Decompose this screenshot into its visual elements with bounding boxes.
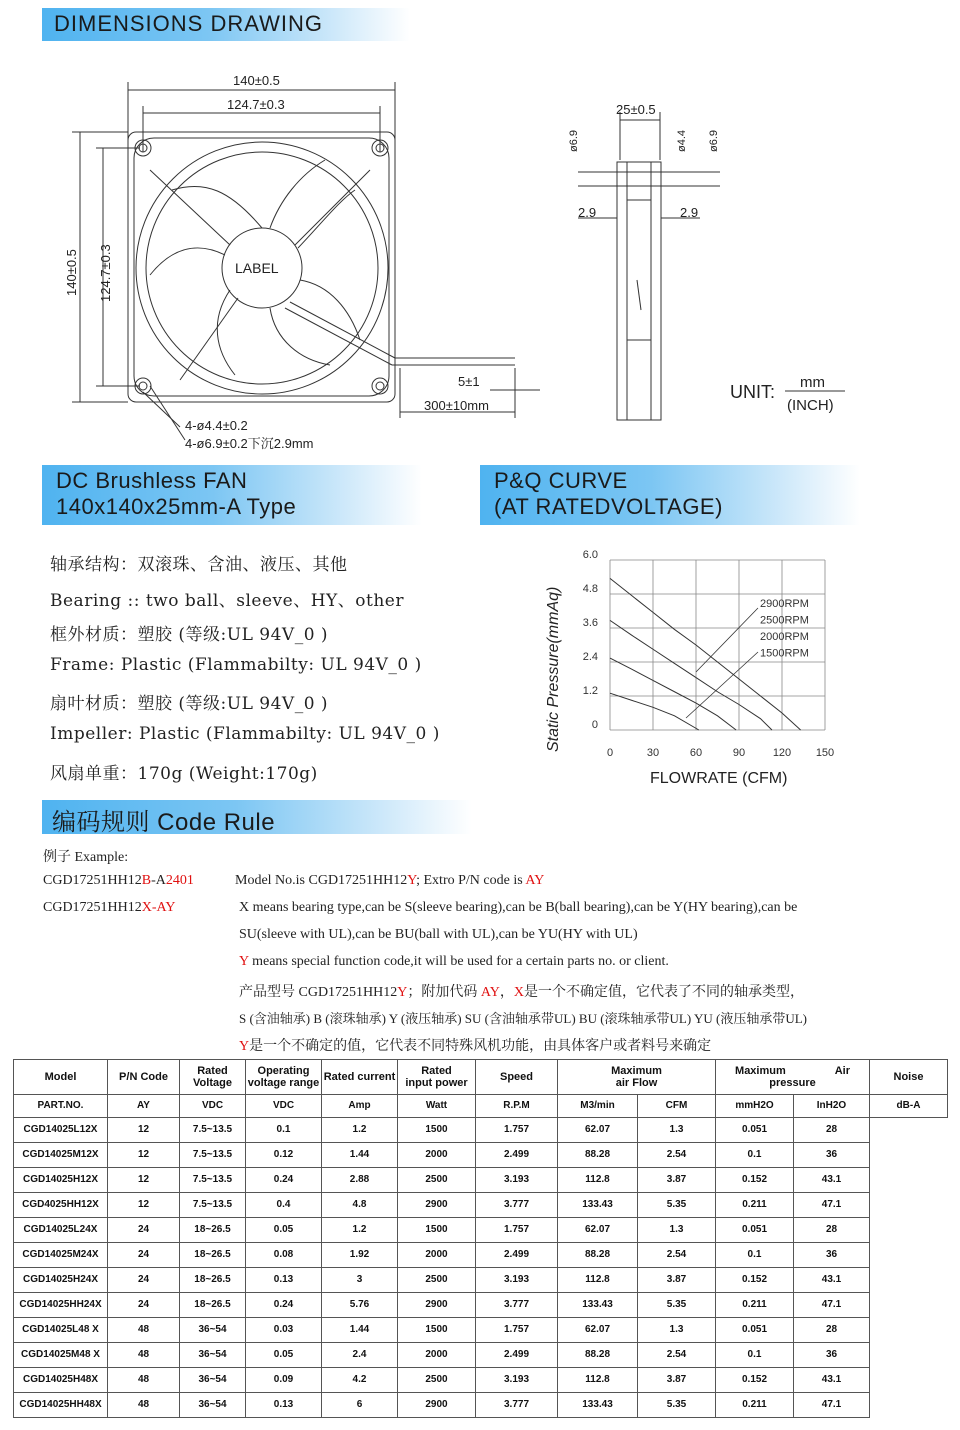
example-cn3: Y是一个不确定的值，它代表不同特殊风机功能，由具体客户或者料号来确定 xyxy=(239,1039,712,1054)
code-rule-banner xyxy=(42,800,472,834)
x-tick-label: 60 xyxy=(689,747,703,759)
value-cell: 48 xyxy=(108,1368,180,1393)
value-cell: 28 xyxy=(794,1118,870,1143)
dim-thickness: 25±0.5 xyxy=(616,102,656,117)
value-cell: 62.07 xyxy=(558,1318,638,1343)
value-cell: 62.07 xyxy=(558,1218,638,1243)
example-code2: CGD17251HH12X-AY xyxy=(43,900,176,915)
legend-pointer xyxy=(696,608,758,672)
y-tick-label: 3.6 xyxy=(582,617,598,629)
unit-label: UNIT: xyxy=(730,382,775,402)
spec-bearing-en: Bearing :: two ball、sleeve、HY、other xyxy=(50,591,404,611)
dim-outer-width: 140±0.5 xyxy=(233,73,280,88)
unit-cell: dB-A xyxy=(870,1095,948,1118)
value-cell: 3.87 xyxy=(638,1268,716,1293)
value-cell: 112.8 xyxy=(558,1368,638,1393)
value-cell: 7.5~13.5 xyxy=(180,1118,246,1143)
value-cell: 3.777 xyxy=(476,1393,558,1418)
value-cell: 2.499 xyxy=(476,1343,558,1368)
col-pn: P/N Code xyxy=(108,1060,180,1095)
x-tick-label: 30 xyxy=(646,747,660,759)
x-tick-label: 150 xyxy=(815,747,835,759)
value-cell: 7.5~13.5 xyxy=(180,1193,246,1218)
value-cell: 36~54 xyxy=(180,1393,246,1418)
model-cell: CGD4025HH12X xyxy=(14,1193,108,1218)
value-cell: 1.3 xyxy=(638,1318,716,1343)
table-row xyxy=(14,1343,948,1368)
value-cell: 2.54 xyxy=(638,1343,716,1368)
value-cell: 2900 xyxy=(398,1393,476,1418)
series-line xyxy=(610,658,736,730)
col-speed: Speed xyxy=(476,1060,558,1095)
value-cell: 1.757 xyxy=(476,1118,558,1143)
dim-side-b: 2.9 xyxy=(680,205,699,220)
value-cell: 2.499 xyxy=(476,1143,558,1168)
model-cell: CGD14025HH48X xyxy=(14,1393,108,1418)
value-cell: 112.8 xyxy=(558,1268,638,1293)
value-cell: 0.09 xyxy=(246,1368,322,1393)
value-cell: 1.44 xyxy=(322,1143,398,1168)
unit-cell: InH2O xyxy=(794,1095,870,1118)
value-cell: 0.24 xyxy=(246,1168,322,1193)
value-cell: 3.193 xyxy=(476,1168,558,1193)
value-cell: 1.757 xyxy=(476,1218,558,1243)
unit-mm: mm xyxy=(800,374,825,391)
dim-outer-height: 140±0.5 xyxy=(64,249,79,296)
value-cell: 0.13 xyxy=(246,1393,322,1418)
dim-lead: 300±10mm xyxy=(424,398,489,413)
col-operating: Operating voltage range xyxy=(246,1060,322,1095)
x-tick-label: 90 xyxy=(732,747,746,759)
value-cell: 0.05 xyxy=(246,1343,322,1368)
model-cell: CGD14025H12X xyxy=(14,1168,108,1193)
example-cn1: 产品型号 CGD17251HH12Y；附加代码 AY，X是一个不确定值，它代表了不同的轴承类型， xyxy=(239,985,804,1000)
model-cell: CGD14025M48 X xyxy=(14,1343,108,1368)
value-cell: 1.3 xyxy=(638,1218,716,1243)
example-cn2: S (含油轴承) B (滚珠轴承) Y (液压轴承) SU (含油轴承带UL) BU (滚珠轴承带UL) YU (液压轴承带UL) xyxy=(239,1011,807,1026)
value-cell: 88.28 xyxy=(558,1343,638,1368)
table-row xyxy=(14,1318,948,1343)
legend-label: 2000RPM xyxy=(760,631,809,643)
col-airflow: Maximum air Flow xyxy=(558,1060,716,1095)
example-x-desc2: SU(sleeve with UL),can be BU(ball with UL),can be YU(HY with UL) xyxy=(239,927,638,942)
value-cell: 0.08 xyxy=(246,1243,322,1268)
value-cell: 0.152 xyxy=(716,1168,794,1193)
spec-weight: 风扇单重：170g (Weight:170g) xyxy=(50,764,318,784)
value-cell: 12 xyxy=(108,1168,180,1193)
dim-d69b: ø6.9 xyxy=(708,129,720,152)
unit-cell: VDC xyxy=(246,1095,322,1118)
spec-frame-cn: 框外材质：塑胶 (等级:UL 94V_0 ) xyxy=(50,625,329,645)
value-cell: 3.87 xyxy=(638,1168,716,1193)
value-cell: 5.35 xyxy=(638,1393,716,1418)
value-cell: 18~26.5 xyxy=(180,1293,246,1318)
unit-cell: Watt xyxy=(398,1095,476,1118)
table-row xyxy=(14,1143,948,1168)
y-tick-label: 0 xyxy=(591,719,598,731)
value-cell: 1.757 xyxy=(476,1318,558,1343)
model-cell: CGD14025H48X xyxy=(14,1368,108,1393)
fan-subtitle: 140x140x25mm-A Type xyxy=(56,494,297,519)
x-tick-label: 120 xyxy=(772,747,792,759)
dim-d44: ø4.4 xyxy=(676,129,688,152)
value-cell: 0.152 xyxy=(716,1368,794,1393)
value-cell: 0.13 xyxy=(246,1268,322,1293)
value-cell: 6 xyxy=(322,1393,398,1418)
value-cell: 7.5~13.5 xyxy=(180,1143,246,1168)
value-cell: 133.43 xyxy=(558,1193,638,1218)
dim-hole2: 4-ø6.9±0.2下沉2.9mm xyxy=(185,436,314,451)
unit-cell: M3/min xyxy=(558,1095,638,1118)
value-cell: 47.1 xyxy=(794,1193,870,1218)
code-rule-title: 编码规则 Code Rule xyxy=(52,809,276,836)
value-cell: 0.1 xyxy=(716,1243,794,1268)
value-cell: 62.07 xyxy=(558,1118,638,1143)
value-cell: 88.28 xyxy=(558,1243,638,1268)
dim-side-a: 2.9 xyxy=(578,205,597,220)
dim-strip: 5±1 xyxy=(458,374,480,389)
pq-subtitle: (AT RATEDVOLTAGE) xyxy=(494,494,723,519)
value-cell: 18~26.5 xyxy=(180,1218,246,1243)
value-cell: 2500 xyxy=(398,1268,476,1293)
table-row xyxy=(14,1268,948,1293)
fan-label: LABEL xyxy=(235,260,279,276)
y-tick-label: 2.4 xyxy=(582,651,598,663)
value-cell: 0.1 xyxy=(716,1143,794,1168)
value-cell: 28 xyxy=(794,1318,870,1343)
legend-label: 1500RPM xyxy=(760,647,809,660)
value-cell: 47.1 xyxy=(794,1293,870,1318)
dim-inner-width: 124.7±0.3 xyxy=(227,97,285,112)
pq-banner xyxy=(480,465,860,525)
value-cell: 0.1 xyxy=(716,1343,794,1368)
value-cell: 43.1 xyxy=(794,1168,870,1193)
value-cell: 0.051 xyxy=(716,1218,794,1243)
value-cell: 5.76 xyxy=(322,1293,398,1318)
model-cell: CGD14025L48 X xyxy=(14,1318,108,1343)
value-cell: 0.12 xyxy=(246,1143,322,1168)
fan-banner xyxy=(42,465,422,525)
table-row xyxy=(14,1368,948,1393)
pn-code-cell: AY xyxy=(108,1095,180,1118)
value-cell: 12 xyxy=(108,1193,180,1218)
fan-title: DC Brushless FAN xyxy=(56,468,248,493)
value-cell: 0.24 xyxy=(246,1293,322,1318)
value-cell: 0.211 xyxy=(716,1193,794,1218)
table-unit-row xyxy=(14,1095,948,1118)
col-current: Rated current xyxy=(322,1060,398,1095)
value-cell: 3.777 xyxy=(476,1293,558,1318)
table-row xyxy=(14,1168,948,1193)
unit-cell: VDC xyxy=(180,1095,246,1118)
chart-ylabel: Static Pressure(mmAq) xyxy=(545,586,562,752)
value-cell: 4.8 xyxy=(322,1193,398,1218)
example-code1: CGD17251HH12B-A2401 xyxy=(43,873,194,888)
unit-cell: Amp xyxy=(322,1095,398,1118)
value-cell: 2000 xyxy=(398,1143,476,1168)
value-cell: 3.193 xyxy=(476,1268,558,1293)
value-cell: 36 xyxy=(794,1143,870,1168)
value-cell: 7.5~13.5 xyxy=(180,1168,246,1193)
value-cell: 0.152 xyxy=(716,1268,794,1293)
value-cell: 3 xyxy=(322,1268,398,1293)
spec-impeller-en: Impeller: Plastic (Flammabilty: UL 94V_0 ) xyxy=(50,724,440,744)
value-cell: 43.1 xyxy=(794,1268,870,1293)
value-cell: 1.2 xyxy=(322,1218,398,1243)
value-cell: 12 xyxy=(108,1143,180,1168)
value-cell: 0.1 xyxy=(246,1118,322,1143)
value-cell: 24 xyxy=(108,1268,180,1293)
value-cell: 24 xyxy=(108,1293,180,1318)
dimensions-banner xyxy=(42,8,410,41)
example-y-desc: Y means special function code,it will be used for a certain parts no. or client. xyxy=(239,954,669,969)
value-cell: 133.43 xyxy=(558,1293,638,1318)
value-cell: 36 xyxy=(794,1243,870,1268)
value-cell: 88.28 xyxy=(558,1143,638,1168)
col-power: Rated input power xyxy=(398,1060,476,1095)
value-cell: 0.051 xyxy=(716,1118,794,1143)
unit-cell: PART.NO. xyxy=(14,1095,108,1118)
value-cell: 2.88 xyxy=(322,1168,398,1193)
dim-inner-height: 124.7±0.3 xyxy=(98,244,113,302)
value-cell: 3.193 xyxy=(476,1368,558,1393)
value-cell: 2900 xyxy=(398,1193,476,1218)
value-cell: 3.777 xyxy=(476,1193,558,1218)
unit-inch: (INCH) xyxy=(787,397,834,414)
table-row xyxy=(14,1393,948,1418)
value-cell: 0.05 xyxy=(246,1218,322,1243)
value-cell: 4.2 xyxy=(322,1368,398,1393)
table-row xyxy=(14,1193,948,1218)
value-cell: 2.54 xyxy=(638,1243,716,1268)
value-cell: 0.051 xyxy=(716,1318,794,1343)
value-cell: 48 xyxy=(108,1393,180,1418)
value-cell: 1500 xyxy=(398,1318,476,1343)
table-body xyxy=(14,1118,948,1418)
pq-title: P&Q CURVE xyxy=(494,468,628,493)
value-cell: 2.499 xyxy=(476,1243,558,1268)
value-cell: 2500 xyxy=(398,1168,476,1193)
value-cell: 24 xyxy=(108,1243,180,1268)
model-cell: CGD14025H24X xyxy=(14,1268,108,1293)
value-cell: 1.44 xyxy=(322,1318,398,1343)
value-cell: 1.3 xyxy=(638,1118,716,1143)
value-cell: 1500 xyxy=(398,1118,476,1143)
table-row xyxy=(14,1243,948,1268)
value-cell: 2000 xyxy=(398,1243,476,1268)
value-cell: 24 xyxy=(108,1218,180,1243)
example-model: Model No.is CGD17251HH12Y; Extro P/N code is AY xyxy=(235,873,545,888)
unit-cell: CFM xyxy=(638,1095,716,1118)
unit-cell: R.P.M xyxy=(476,1095,558,1118)
dim-hole1: 4-ø4.4±0.2 xyxy=(185,418,248,433)
value-cell: 2500 xyxy=(398,1368,476,1393)
dimensions-drawing xyxy=(0,40,960,460)
table-header-row xyxy=(14,1060,948,1095)
value-cell: 1.92 xyxy=(322,1243,398,1268)
spec-impeller-cn: 扇叶材质：塑胶 (等级:UL 94V_0 ) xyxy=(50,694,329,714)
value-cell: 47.1 xyxy=(794,1393,870,1418)
spec-bearing-cn: 轴承结构：双滚珠、含油、液压、其他 xyxy=(50,555,348,575)
col-pressure: Maximum Air pressure xyxy=(716,1060,870,1095)
value-cell: 18~26.5 xyxy=(180,1268,246,1293)
value-cell: 133.43 xyxy=(558,1393,638,1418)
value-cell: 1500 xyxy=(398,1218,476,1243)
legend-label: 2500RPM xyxy=(760,614,809,627)
model-cell: CGD14025L24X xyxy=(14,1218,108,1243)
value-cell: 36~54 xyxy=(180,1368,246,1393)
series-line xyxy=(610,693,699,730)
value-cell: 0.211 xyxy=(716,1293,794,1318)
y-tick-label: 6.0 xyxy=(582,549,598,561)
y-tick-label: 4.8 xyxy=(582,583,598,595)
chart-legend xyxy=(686,598,809,718)
model-cell: CGD14025M12X xyxy=(14,1143,108,1168)
value-cell: 0.03 xyxy=(246,1318,322,1343)
value-cell: 112.8 xyxy=(558,1168,638,1193)
value-cell: 36 xyxy=(794,1343,870,1368)
value-cell: 0.4 xyxy=(246,1193,322,1218)
value-cell: 36~54 xyxy=(180,1318,246,1343)
chart-xlabel: FLOWRATE (CFM) xyxy=(650,770,788,787)
col-noise: Noise xyxy=(870,1060,948,1095)
value-cell: 2.4 xyxy=(322,1343,398,1368)
y-tick-label: 1.2 xyxy=(582,685,598,697)
model-cell: CGD14025M24X xyxy=(14,1243,108,1268)
col-rated-voltage: Rated Voltage xyxy=(180,1060,246,1095)
col-model: Model xyxy=(14,1060,108,1095)
value-cell: 5.35 xyxy=(638,1193,716,1218)
legend-label: 2900RPM xyxy=(760,598,809,610)
value-cell: 1.2 xyxy=(322,1118,398,1143)
value-cell: 28 xyxy=(794,1218,870,1243)
value-cell: 36~54 xyxy=(180,1343,246,1368)
table-row xyxy=(14,1293,948,1318)
value-cell: 2900 xyxy=(398,1293,476,1318)
value-cell: 48 xyxy=(108,1318,180,1343)
x-tick-label: 0 xyxy=(606,747,614,759)
value-cell: 2.54 xyxy=(638,1143,716,1168)
table-row xyxy=(14,1118,948,1143)
spec-frame-en: Frame: Plastic (Flammabilty: UL 94V_0 ) xyxy=(50,655,422,675)
example-title: 例子 Example: xyxy=(43,850,129,865)
model-cell: CGD14025L12X xyxy=(14,1118,108,1143)
value-cell: 2000 xyxy=(398,1343,476,1368)
value-cell: 5.35 xyxy=(638,1293,716,1318)
dimensions-title: DIMENSIONS DRAWING xyxy=(54,11,323,36)
value-cell: 48 xyxy=(108,1343,180,1368)
value-cell: 3.87 xyxy=(638,1368,716,1393)
example-x-desc: X means bearing type,can be S(sleeve bearing),can be B(ball bearing),can be Y(HY bearing),can be xyxy=(239,900,798,915)
value-cell: 18~26.5 xyxy=(180,1243,246,1268)
unit-cell: mmH2O xyxy=(716,1095,794,1118)
model-cell: CGD14025HH24X xyxy=(14,1293,108,1318)
spec-table xyxy=(13,1059,948,1418)
chart-grid xyxy=(610,560,825,730)
value-cell: 12 xyxy=(108,1118,180,1143)
table-row xyxy=(14,1218,948,1243)
value-cell: 43.1 xyxy=(794,1368,870,1393)
pq-chart xyxy=(530,540,850,795)
dim-d69a: ø6.9 xyxy=(568,129,580,152)
value-cell: 0.211 xyxy=(716,1393,794,1418)
